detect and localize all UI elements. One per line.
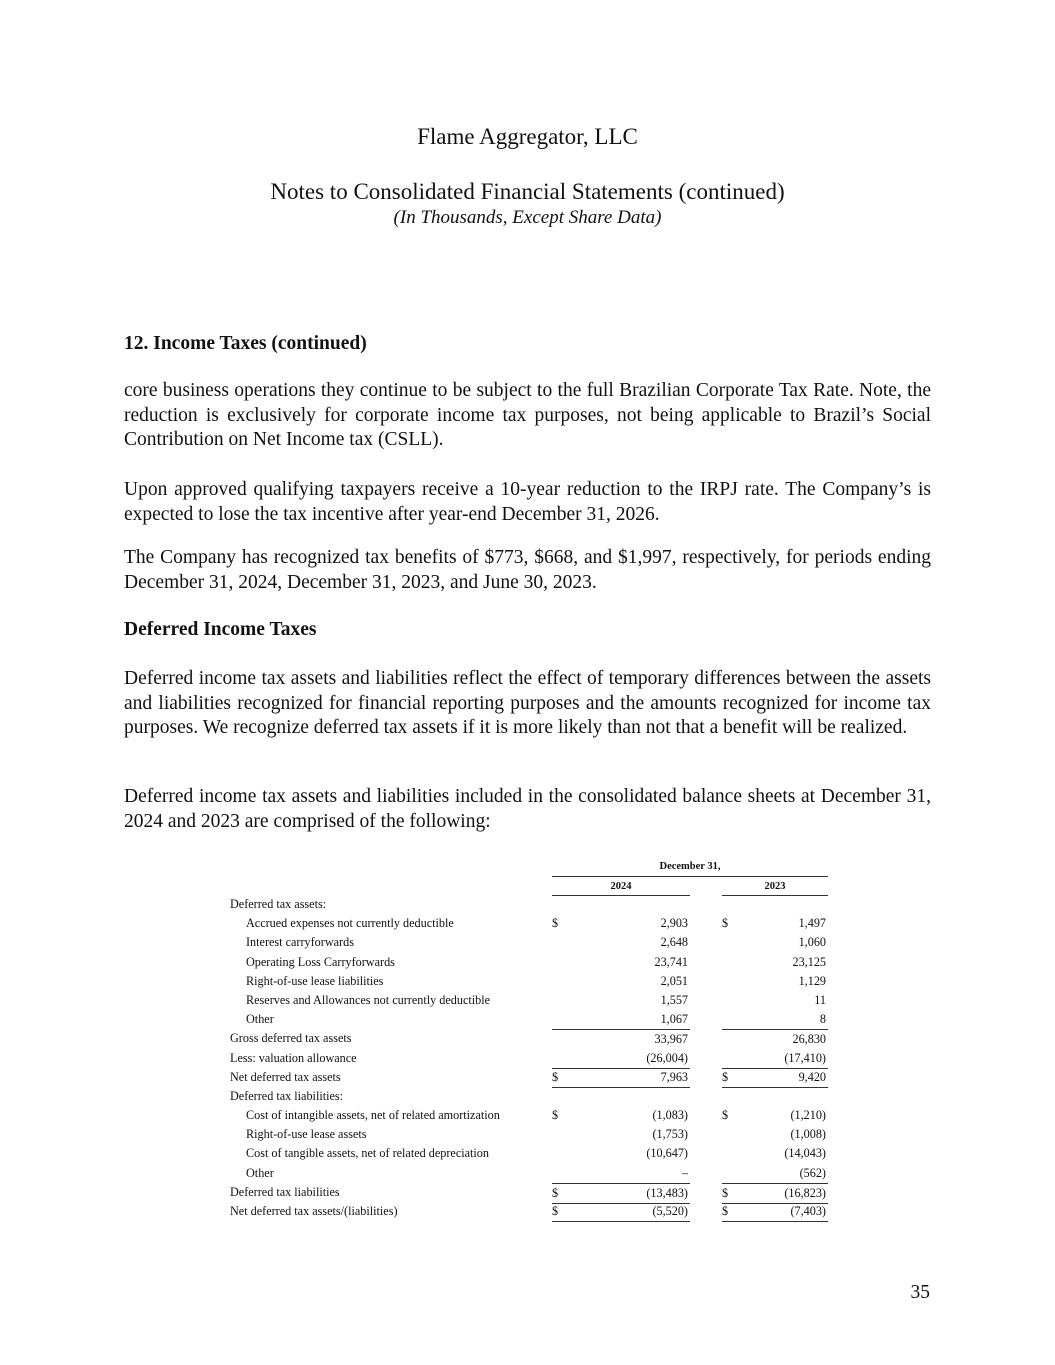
- row-label: Cost of tangible assets, net of related depreciation: [246, 1146, 489, 1161]
- dollar-sign: $: [722, 1108, 729, 1123]
- page-number: 35: [910, 1282, 930, 1303]
- table-row: [230, 972, 830, 991]
- amount: 8: [819, 1012, 826, 1027]
- column-header-2024: 2024: [552, 876, 690, 896]
- paragraph: Upon approved qualifying taxpayers receive a 10-year reduction to the IRPJ rate. The Company’s is expected to lose the tax incentive after year-end December 31, 2026.: [124, 479, 931, 525]
- header-span: December 31,: [552, 857, 828, 877]
- amount: 33,967: [654, 1032, 688, 1047]
- value-cell-2024: [552, 953, 690, 972]
- amount: 2,903: [660, 916, 688, 931]
- paragraph: Deferred income tax assets and liabilities reflect the effect of temporary differences between the assets and liabilities recognized for financial reporting purposes and the amounts recognized for income tax purposes. We recognize deferred tax assets if it is more likely than not that a benefit will be realized.: [124, 668, 931, 738]
- amount: 1,497: [798, 916, 826, 931]
- value-cell-2023: [722, 1106, 828, 1125]
- table-body: [230, 895, 830, 1221]
- paragraph: The Company has recognized tax benefits of $773, $668, and $1,997, respectively, for periods ending December 31, 2024, December 31, 2023, and June 30, 2023.: [124, 547, 931, 593]
- amount: (7,403): [790, 1204, 826, 1218]
- dollar-sign: $: [722, 916, 729, 931]
- amount: (13,483): [646, 1185, 688, 1200]
- row-label: Cost of intangible assets, net of related amortization: [246, 1108, 500, 1123]
- dollar-sign: $: [552, 1204, 559, 1218]
- value-cell-2023: [722, 933, 828, 952]
- row-label: Operating Loss Carryforwards: [246, 954, 395, 969]
- amount: (16,823): [784, 1185, 826, 1200]
- dollar-sign: $: [552, 916, 559, 931]
- dollar-sign: $: [722, 1069, 729, 1084]
- amount: 1,060: [798, 935, 826, 950]
- table-row: [230, 1144, 830, 1163]
- value-cell-2024: [552, 895, 690, 914]
- value-cell-2023: [722, 1029, 828, 1049]
- table-row: [230, 991, 830, 1010]
- amount: 2,051: [660, 973, 688, 988]
- value-cell-2024: [552, 1010, 690, 1029]
- value-cell-2023: [722, 953, 828, 972]
- value-cell-2024: [552, 1068, 690, 1088]
- value-cell-2024: [552, 991, 690, 1010]
- document-subtitle: (In Thousands, Except Share Data): [393, 207, 662, 228]
- amount: (1,753): [652, 1127, 688, 1142]
- value-cell-2023: [722, 1125, 828, 1144]
- company-name: Flame Aggregator, LLC: [417, 124, 638, 149]
- amount: 1,067: [660, 1012, 688, 1027]
- table-row: [230, 1125, 830, 1144]
- paragraph: core business operations they continue to be subject to the full Brazilian Corporate Tax Rate. Note, the reduction is exclusively for corporate income tax purposes, not being applicable to Brazil’s Social Contribution on Net Income tax (CSLL).: [124, 380, 931, 450]
- amount: (1,210): [790, 1108, 826, 1123]
- table-row: [230, 1106, 830, 1125]
- table-row: [230, 933, 830, 952]
- amount: (14,043): [784, 1146, 826, 1161]
- value-cell-2023: [722, 914, 828, 933]
- document-title: Notes to Consolidated Financial Statements (continued): [270, 179, 785, 204]
- value-cell-2023: [722, 1183, 828, 1204]
- amount: (562): [799, 1165, 826, 1180]
- value-cell-2023: [722, 1087, 828, 1106]
- value-cell-2023: [722, 1010, 828, 1029]
- table-row: [230, 1068, 830, 1087]
- paragraph: Deferred income tax assets and liabilities included in the consolidated balance sheets at December 31, 2024 and 2023 are comprised of the following:: [124, 786, 931, 832]
- dollar-sign: $: [552, 1069, 559, 1084]
- amount: (1,008): [790, 1127, 826, 1142]
- amount: (26,004): [646, 1050, 688, 1065]
- amount: 1,557: [660, 992, 688, 1007]
- value-cell-2023: [722, 972, 828, 991]
- amount: –: [681, 1165, 688, 1180]
- table-row: [230, 1183, 830, 1202]
- table-header: [230, 857, 830, 895]
- amount: 23,125: [792, 954, 826, 969]
- table-row: [230, 914, 830, 933]
- amount: (17,410): [784, 1050, 826, 1065]
- amount: 7,963: [660, 1069, 688, 1084]
- dollar-sign: $: [552, 1185, 559, 1200]
- table-row: [230, 1164, 830, 1183]
- value-cell-2024: [552, 972, 690, 991]
- subsection-heading: Deferred Income Taxes: [124, 619, 317, 640]
- value-cell-2023: [722, 1049, 828, 1069]
- row-label: Right-of-use lease liabilities: [246, 973, 384, 988]
- value-cell-2023: [722, 991, 828, 1010]
- value-cell-2024: [552, 1202, 690, 1222]
- dollar-sign: $: [722, 1185, 729, 1200]
- amount: 9,420: [798, 1069, 826, 1084]
- amount: (1,083): [652, 1108, 688, 1123]
- table-row: [230, 1202, 830, 1221]
- value-cell-2023: [722, 895, 828, 914]
- amount: 1,129: [798, 973, 826, 988]
- value-cell-2024: [552, 1087, 690, 1106]
- value-cell-2023: [722, 1164, 828, 1183]
- amount: (5,520): [652, 1204, 688, 1218]
- amount: 2,648: [660, 935, 688, 950]
- value-cell-2024: [552, 1183, 690, 1204]
- table-row: [230, 1087, 830, 1106]
- deferred-tax-table: [230, 857, 830, 1221]
- row-label: Right-of-use lease assets: [246, 1127, 367, 1142]
- amount: 26,830: [792, 1032, 826, 1047]
- row-label: Less: valuation allowance: [230, 1050, 357, 1065]
- row-label: Other: [246, 1012, 274, 1027]
- value-cell-2024: [552, 1029, 690, 1049]
- column-header-2023: 2023: [722, 876, 828, 896]
- row-label: Interest carryforwards: [246, 935, 354, 950]
- table-row: [230, 953, 830, 972]
- value-cell-2023: [722, 1202, 828, 1222]
- value-cell-2024: [552, 933, 690, 952]
- value-cell-2023: [722, 1068, 828, 1088]
- value-cell-2023: [722, 1144, 828, 1163]
- table-row: [230, 1010, 830, 1029]
- amount: 11: [814, 992, 826, 1007]
- value-cell-2024: [552, 1049, 690, 1069]
- value-cell-2024: [552, 1144, 690, 1163]
- row-label: Deferred tax liabilities: [230, 1184, 340, 1199]
- row-label: Deferred tax assets:: [230, 897, 327, 911]
- dollar-sign: $: [722, 1204, 729, 1218]
- section-heading: 12. Income Taxes (continued): [124, 333, 367, 354]
- row-label: Accrued expenses not currently deductible: [246, 916, 454, 931]
- amount: (10,647): [646, 1146, 688, 1161]
- value-cell-2024: [552, 1164, 690, 1183]
- table-row: [230, 1049, 830, 1068]
- row-label: Net deferred tax assets/(liabilities): [230, 1204, 398, 1218]
- table-row: [230, 1029, 830, 1048]
- row-label: Gross deferred tax assets: [230, 1031, 352, 1046]
- row-label: Other: [246, 1165, 274, 1180]
- value-cell-2024: [552, 1125, 690, 1144]
- table-row: [230, 895, 830, 914]
- row-label: Net deferred tax assets: [230, 1069, 341, 1084]
- row-label: Reserves and Allowances not currently deductible: [246, 992, 491, 1007]
- value-cell-2024: [552, 1106, 690, 1125]
- value-cell-2024: [552, 914, 690, 933]
- row-label: Deferred tax liabilities:: [230, 1088, 344, 1103]
- dollar-sign: $: [552, 1108, 559, 1123]
- amount: 23,741: [654, 954, 688, 969]
